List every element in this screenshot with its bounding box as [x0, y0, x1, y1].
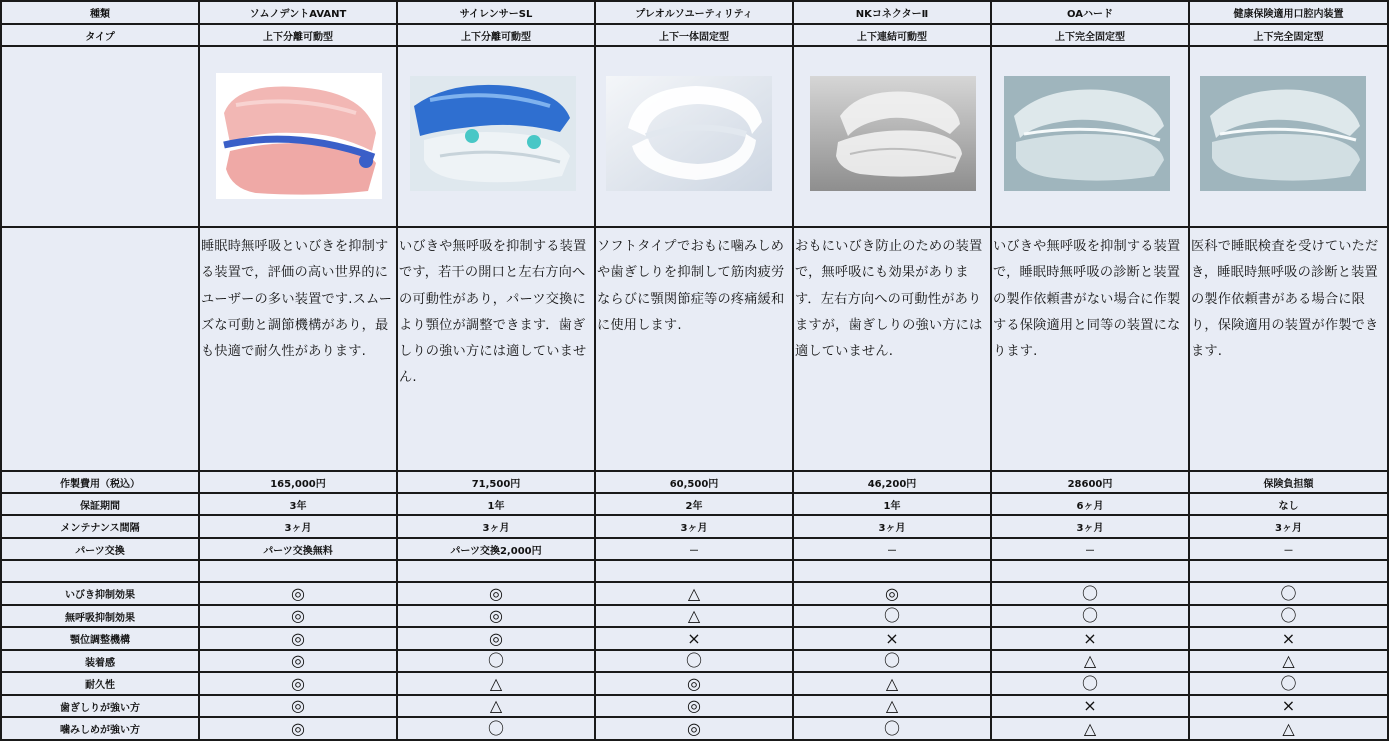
- row-label: 顎位調整機構: [1, 627, 199, 650]
- parts-cell: －: [793, 538, 991, 560]
- rating-cell: ◎: [595, 717, 793, 740]
- rating-cell: ◎: [199, 605, 397, 627]
- empty-cell: [1189, 560, 1388, 582]
- description-cell: いびきや無呼吸を抑制する装置です，若干の開口と左右方向への可動性があり，パーツ交換により顎位が調整できます．歯ぎしりの強い方には適していません.: [397, 227, 595, 471]
- rating-cell: ×: [1189, 695, 1388, 717]
- cost-cell: 60,500円: [595, 471, 793, 493]
- maintenance-cell: 3ヶ月: [397, 515, 595, 538]
- type-cell: 上下完全固定型: [991, 24, 1189, 46]
- maintenance-row: [1, 515, 1388, 538]
- row-label: 装着感: [1, 650, 199, 672]
- row-label: 作製費用（税込）: [1, 471, 199, 493]
- rating-cell: 〇: [397, 650, 595, 672]
- rating-cell: 〇: [1189, 605, 1388, 627]
- rating-row-apnea: [1, 605, 1388, 627]
- image-cell: [595, 46, 793, 227]
- cost-cell: 保険負担額: [1189, 471, 1388, 493]
- rating-cell: ◎: [199, 627, 397, 650]
- empty-cell: [397, 560, 595, 582]
- type-cell: 上下一体固定型: [595, 24, 793, 46]
- header-row: [1, 1, 1388, 24]
- description-cell: 睡眠時無呼吸といびきを抑制する装置で，評価の高い世界的にユーザーの多い装置です.スムーズな可動と調節機構があり，最も快適で耐久性があります.: [199, 227, 397, 471]
- warranty-cell: 1年: [397, 493, 595, 515]
- rating-cell: ◎: [397, 605, 595, 627]
- rating-cell: △: [793, 695, 991, 717]
- rating-cell: ×: [991, 627, 1189, 650]
- parts-row: [1, 538, 1388, 560]
- rating-cell: 〇: [793, 717, 991, 740]
- description-cell: いびきや無呼吸を抑制する装置で，睡眠時無呼吸の診断と装置の製作依頼書がない場合に作製する保険適用と同等の装置になります.: [991, 227, 1189, 471]
- rating-row-jaw: [1, 627, 1388, 650]
- image-cell: [199, 46, 397, 227]
- rating-cell: ×: [1189, 627, 1388, 650]
- rating-cell: △: [793, 672, 991, 695]
- rating-row-snoring: [1, 582, 1388, 605]
- parts-cell: パーツ交換無料: [199, 538, 397, 560]
- maintenance-cell: 3ヶ月: [1189, 515, 1388, 538]
- rating-cell: 〇: [1189, 582, 1388, 605]
- rating-cell: 〇: [991, 582, 1189, 605]
- rating-cell: ◎: [199, 672, 397, 695]
- rating-cell: △: [595, 582, 793, 605]
- rating-cell: 〇: [1189, 672, 1388, 695]
- rating-row-clenching: [1, 717, 1388, 740]
- rating-cell: 〇: [595, 650, 793, 672]
- rating-cell: △: [397, 672, 595, 695]
- white-mouthpiece-photo: [606, 76, 772, 191]
- row-label: タイプ: [1, 24, 199, 46]
- description-cell: 医科で睡眠検査を受けていただき，睡眠時無呼吸の診断と装置の製作依頼書がある場合に限り，保険適用の装置が作製できます.: [1189, 227, 1388, 471]
- rating-cell: △: [595, 605, 793, 627]
- rating-row-durability: [1, 672, 1388, 695]
- pink-oral-appliance-photo: [216, 73, 382, 199]
- rating-cell: ×: [793, 627, 991, 650]
- image-cell: [793, 46, 991, 227]
- empty-cell: [595, 560, 793, 582]
- empty-cell: [1, 560, 199, 582]
- product-name-nk-connector: NKコネクターⅡ: [793, 1, 991, 24]
- spacer-row: [1, 560, 1388, 582]
- row-label: 無呼吸抑制効果: [1, 605, 199, 627]
- type-row: [1, 24, 1388, 46]
- row-label: いびき抑制効果: [1, 582, 199, 605]
- rating-cell: ◎: [199, 695, 397, 717]
- rating-cell: △: [991, 717, 1189, 740]
- image-cell: [1189, 46, 1388, 227]
- description-cell: ソフトタイプでおもに噛みしめや歯ぎしりを抑制して筋肉疲労ならびに顎関節症等の疼痛緩和に使用します.: [595, 227, 793, 471]
- type-cell: 上下分離可動型: [397, 24, 595, 46]
- parts-cell: －: [595, 538, 793, 560]
- rating-cell: △: [991, 650, 1189, 672]
- rating-row-comfort: [1, 650, 1388, 672]
- rating-cell: ◎: [199, 582, 397, 605]
- row-label: パーツ交換: [1, 538, 199, 560]
- product-name-silencer: サイレンサーSL: [397, 1, 595, 24]
- rating-cell: ◎: [199, 650, 397, 672]
- maintenance-cell: 3ヶ月: [595, 515, 793, 538]
- rating-cell: 〇: [793, 605, 991, 627]
- product-name-insurance: 健康保険適用口腔内装置: [1189, 1, 1388, 24]
- rating-cell: ×: [595, 627, 793, 650]
- clear-hard-appliance-photo: [1004, 76, 1170, 191]
- warranty-cell: なし: [1189, 493, 1388, 515]
- rating-cell: ◎: [199, 717, 397, 740]
- empty-cell: [199, 560, 397, 582]
- cost-cell: 28600円: [991, 471, 1189, 493]
- warranty-cell: 6ヶ月: [991, 493, 1189, 515]
- description-cell: おもにいびき防止のための装置で，無呼吸にも効果があります．左右方向への可動性がありますが，歯ぎしりの強い方には適していません.: [793, 227, 991, 471]
- warranty-cell: 3年: [199, 493, 397, 515]
- maintenance-cell: 3ヶ月: [991, 515, 1189, 538]
- row-label: 耐久性: [1, 672, 199, 695]
- image-row: [1, 46, 1388, 227]
- clear-connected-appliance-photo: [810, 76, 976, 191]
- product-name-somnodent: ソムノデントAVANT: [199, 1, 397, 24]
- row-label: 噛みしめが強い方: [1, 717, 199, 740]
- blue-oral-appliance-photo: [410, 76, 576, 191]
- rating-cell: △: [1189, 650, 1388, 672]
- warranty-cell: 2年: [595, 493, 793, 515]
- row-label: メンテナンス間隔: [1, 515, 199, 538]
- image-cell: [397, 46, 595, 227]
- rating-cell: ×: [991, 695, 1189, 717]
- product-name-preortho: プレオルソユーティリティ: [595, 1, 793, 24]
- rating-cell: ◎: [595, 695, 793, 717]
- rating-cell: ◎: [793, 582, 991, 605]
- cost-cell: 71,500円: [397, 471, 595, 493]
- parts-cell: －: [991, 538, 1189, 560]
- warranty-row: [1, 493, 1388, 515]
- rating-cell: ◎: [397, 582, 595, 605]
- rating-cell: ◎: [397, 627, 595, 650]
- empty-label-cell: [1, 227, 199, 471]
- cost-cell: 46,200円: [793, 471, 991, 493]
- row-label: 歯ぎしりが強い方: [1, 695, 199, 717]
- empty-label-cell: [1, 46, 199, 227]
- rating-cell: △: [1189, 717, 1388, 740]
- cost-row: [1, 471, 1388, 493]
- rating-row-bruxism: [1, 695, 1388, 717]
- empty-cell: [991, 560, 1189, 582]
- product-name-oa-hard: OAハード: [991, 1, 1189, 24]
- maintenance-cell: 3ヶ月: [199, 515, 397, 538]
- rating-cell: 〇: [991, 672, 1189, 695]
- cost-cell: 165,000円: [199, 471, 397, 493]
- rating-cell: 〇: [991, 605, 1189, 627]
- parts-cell: パーツ交換2,000円: [397, 538, 595, 560]
- type-cell: 上下分離可動型: [199, 24, 397, 46]
- maintenance-cell: 3ヶ月: [793, 515, 991, 538]
- empty-cell: [793, 560, 991, 582]
- type-cell: 上下完全固定型: [1189, 24, 1388, 46]
- rating-cell: ◎: [595, 672, 793, 695]
- rating-cell: 〇: [793, 650, 991, 672]
- row-label: 保証期間: [1, 493, 199, 515]
- header-label: 種類: [1, 1, 199, 24]
- parts-cell: －: [1189, 538, 1388, 560]
- image-cell: [991, 46, 1189, 227]
- description-row: [1, 227, 1388, 471]
- warranty-cell: 1年: [793, 493, 991, 515]
- rating-cell: △: [397, 695, 595, 717]
- rating-cell: 〇: [397, 717, 595, 740]
- type-cell: 上下連結可動型: [793, 24, 991, 46]
- clear-hard-appliance-photo: [1200, 76, 1366, 191]
